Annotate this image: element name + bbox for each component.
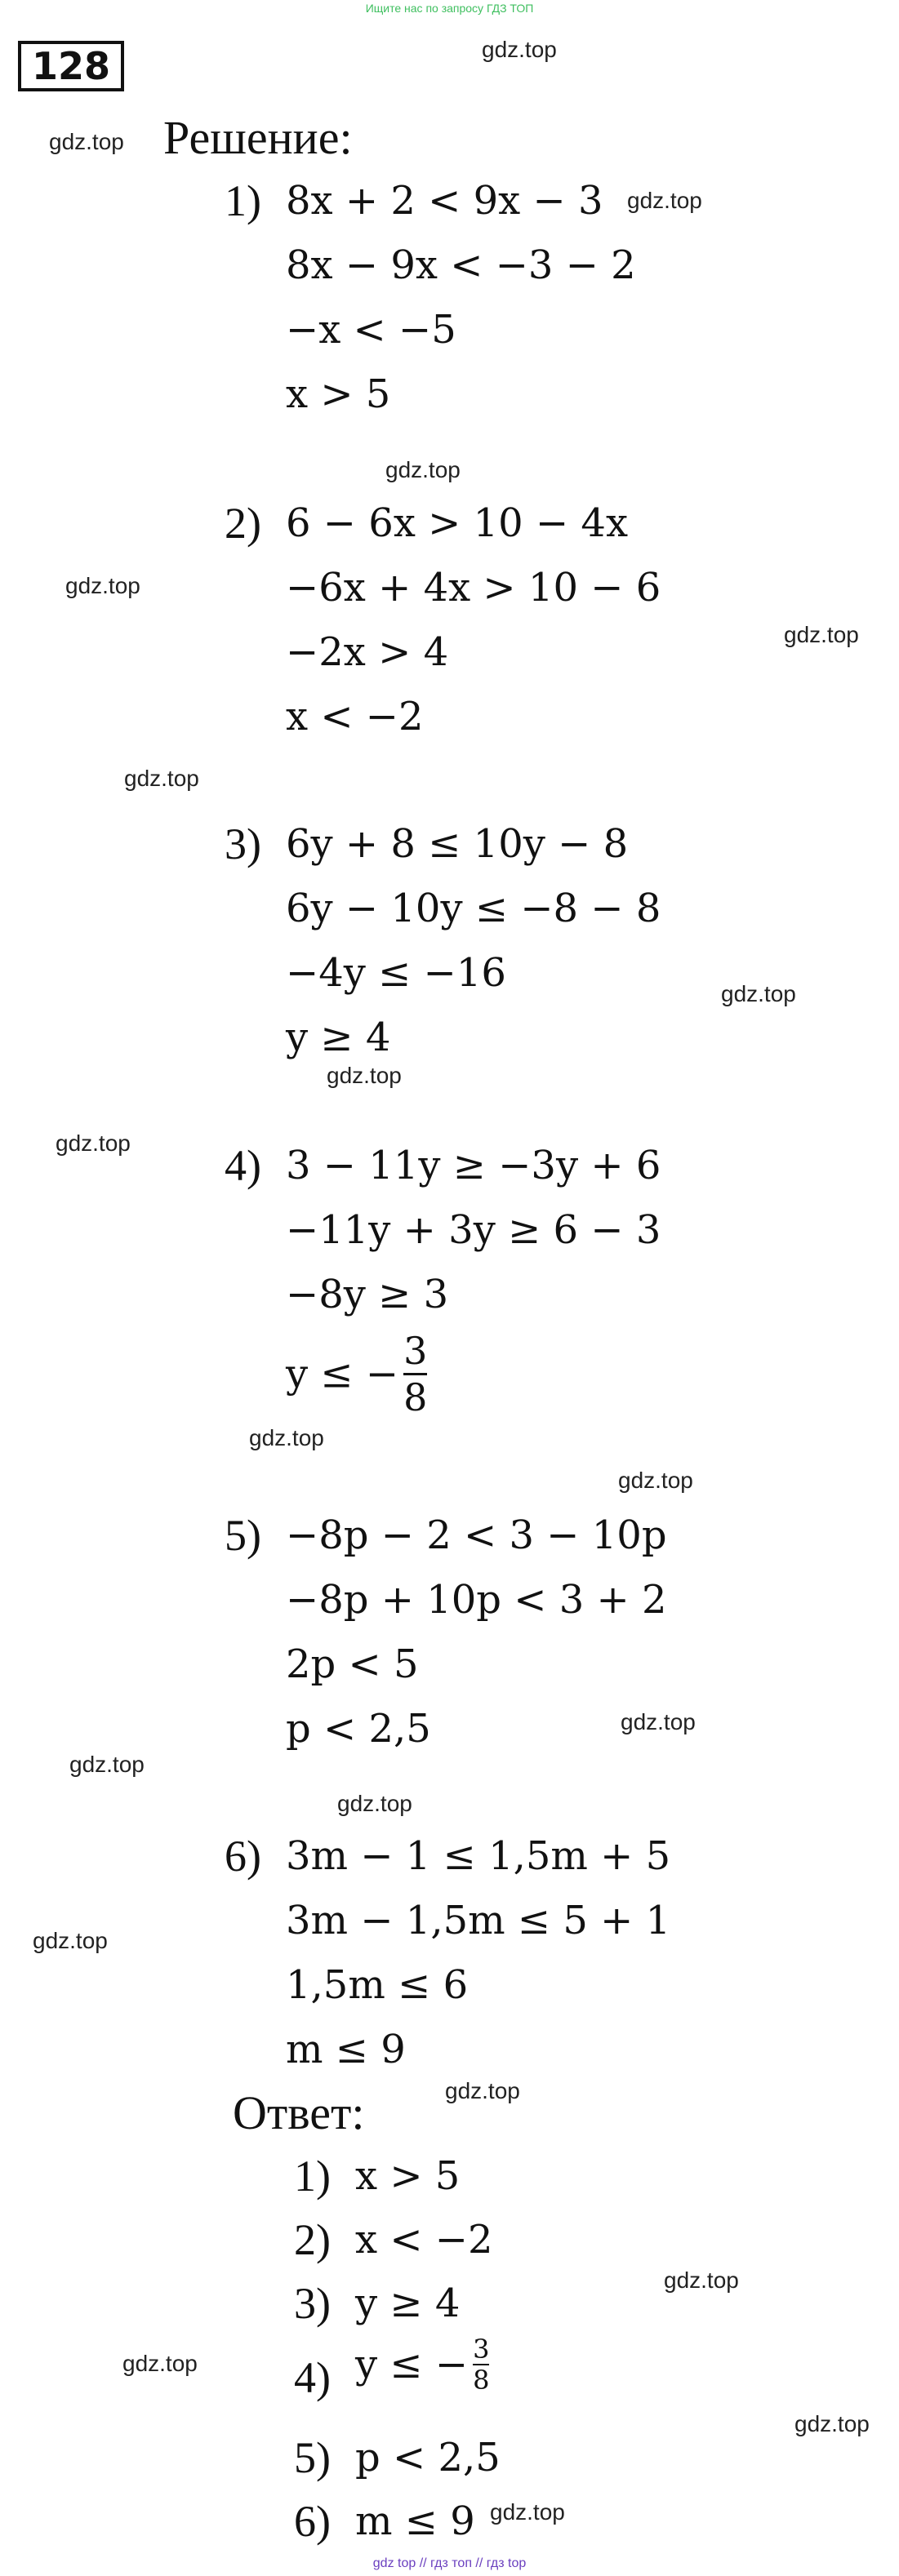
watermark: gdz.top bbox=[482, 37, 557, 62]
step-6-line: m ≤ 9 bbox=[286, 2027, 406, 2072]
fraction bbox=[473, 2334, 490, 2396]
step-3-line: −4y ≤ −16 bbox=[286, 950, 506, 996]
step-4-line: −11y + 3y ≥ 6 − 3 bbox=[286, 1207, 661, 1253]
watermark: gdz.top bbox=[56, 1130, 131, 1156]
step-3-label: 3) bbox=[225, 819, 261, 868]
answer-4-wrap bbox=[355, 2334, 490, 2396]
answer-5-label: 5) bbox=[294, 2433, 331, 2482]
answer-1-label: 1) bbox=[294, 2152, 331, 2201]
step-4-line: y ≤ − bbox=[286, 1351, 399, 1397]
step-4-line: −8y ≥ 3 bbox=[286, 1272, 449, 1317]
step-6-label: 6) bbox=[225, 1832, 261, 1881]
fraction-denominator: 8 bbox=[403, 1375, 428, 1419]
step-2-line: 6 − 6x > 10 − 4x bbox=[286, 500, 629, 546]
watermark: gdz.top bbox=[627, 188, 702, 213]
fraction-numerator: 3 bbox=[473, 2334, 490, 2365]
watermark: gdz.top bbox=[445, 2078, 520, 2103]
watermark: gdz.top bbox=[385, 457, 461, 482]
bottom-links[interactable]: gdz top // гдз топ // гдз top bbox=[372, 2556, 527, 2570]
answer-4-label: 4) bbox=[294, 2353, 331, 2402]
step-5-line: −8p − 2 < 3 − 10p bbox=[286, 1512, 667, 1558]
top-banner: Ищите нас по запросу ГДЗ ТОП bbox=[365, 2, 534, 15]
step-4-line: 3 − 11y ≥ −3y + 6 bbox=[286, 1143, 661, 1188]
step-5-line: 2p < 5 bbox=[286, 1641, 419, 1687]
step-2-line: x < −2 bbox=[286, 694, 424, 739]
solution-heading: Решение: bbox=[163, 111, 353, 164]
watermark: gdz.top bbox=[721, 981, 796, 1006]
answer-6: m ≤ 9 bbox=[355, 2498, 475, 2544]
fraction bbox=[403, 1329, 428, 1419]
answer-3: y ≥ 4 bbox=[355, 2281, 461, 2326]
answer-2: x < −2 bbox=[355, 2217, 493, 2263]
watermark: gdz.top bbox=[794, 2411, 870, 2436]
step-1-line: 8x − 9x < −3 − 2 bbox=[286, 242, 636, 288]
step-2-line: −6x + 4x > 10 − 6 bbox=[286, 565, 661, 611]
watermark: gdz.top bbox=[33, 1928, 108, 1953]
watermark: gdz.top bbox=[618, 1468, 693, 1493]
watermark: gdz.top bbox=[784, 622, 859, 647]
step-3-line: y ≥ 4 bbox=[286, 1015, 391, 1060]
answer-5: p < 2,5 bbox=[355, 2435, 501, 2481]
watermark: gdz.top bbox=[664, 2267, 739, 2293]
step-4-label: 4) bbox=[225, 1141, 261, 1190]
problem-number: 128 bbox=[18, 41, 124, 91]
watermark: gdz.top bbox=[249, 1425, 324, 1450]
step-1-line: x > 5 bbox=[286, 371, 391, 417]
step-5-line: −8p + 10p < 3 + 2 bbox=[286, 1577, 667, 1623]
step-3-line: 6y + 8 ≤ 10y − 8 bbox=[286, 821, 629, 867]
step-5-label: 5) bbox=[225, 1511, 261, 1560]
watermark: gdz.top bbox=[124, 766, 199, 791]
step-6-line: 3m − 1,5m ≤ 5 + 1 bbox=[286, 1898, 671, 1943]
step-5-line: p < 2,5 bbox=[286, 1706, 431, 1752]
fraction-denominator: 8 bbox=[473, 2365, 490, 2396]
watermark: gdz.top bbox=[327, 1063, 402, 1088]
watermark: gdz.top bbox=[490, 2499, 565, 2525]
step-1-line: 8x + 2 < 9x − 3 bbox=[286, 178, 603, 224]
watermark: gdz.top bbox=[621, 1709, 696, 1734]
step-4-last-line bbox=[286, 1329, 428, 1419]
step-3-line: 6y − 10y ≤ −8 − 8 bbox=[286, 886, 661, 931]
step-2-line: −2x > 4 bbox=[286, 629, 449, 675]
fraction-numerator: 3 bbox=[403, 1329, 428, 1373]
watermark: gdz.top bbox=[69, 1752, 145, 1777]
answer-3-label: 3) bbox=[294, 2279, 331, 2328]
watermark: gdz.top bbox=[122, 2351, 198, 2376]
answer-heading: Ответ: bbox=[233, 2086, 365, 2139]
watermark: gdz.top bbox=[49, 129, 124, 154]
answer-2-label: 2) bbox=[294, 2215, 331, 2264]
step-6-line: 1,5m ≤ 6 bbox=[286, 1962, 469, 2008]
step-2-label: 2) bbox=[225, 499, 261, 548]
answer-6-label: 6) bbox=[294, 2497, 331, 2546]
answer-4: y ≤ − bbox=[355, 2342, 469, 2387]
watermark: gdz.top bbox=[65, 573, 140, 598]
step-1-label: 1) bbox=[225, 176, 261, 225]
watermark: gdz.top bbox=[337, 1791, 412, 1816]
answer-1: x > 5 bbox=[355, 2153, 461, 2199]
step-1-line: −x < −5 bbox=[286, 307, 456, 353]
step-6-line: 3m − 1 ≤ 1,5m + 5 bbox=[286, 1833, 671, 1879]
